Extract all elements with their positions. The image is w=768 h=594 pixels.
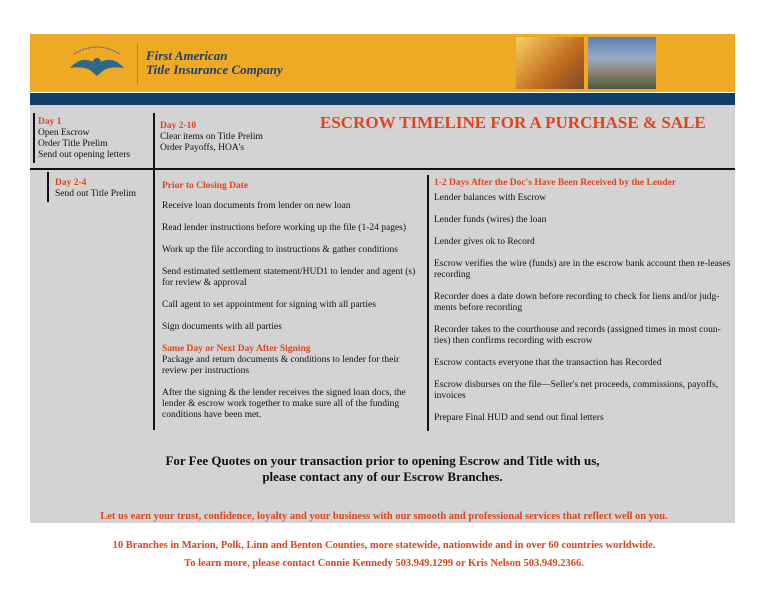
divider: [30, 168, 735, 170]
page-title: ESCROW TIMELINE FOR A PURCHASE & SALE: [320, 113, 706, 132]
cta-line1: For Fee Quotes on your transaction prior to opening Escrow and Title with us,: [165, 453, 600, 468]
divider: [153, 113, 155, 430]
cta-line2: please contact any of our Escrow Branches.: [262, 469, 503, 484]
header-banner: [30, 34, 735, 92]
same-day-label: Same Day or Next Day After Signing: [162, 344, 311, 354]
day1-item: Send out opening letters: [38, 150, 131, 160]
prior-item: Read lender instructions before working up the file (1-24 pages): [162, 223, 407, 233]
day2-10-item: Clear items on Title Prelim: [160, 132, 263, 142]
prior-item: Sign documents with all parties: [162, 322, 282, 332]
prior-item: Send estimated settlement statement/HUD1 to lender and agent (s) for review & approval: [162, 267, 416, 288]
day2-4-block: [55, 178, 136, 200]
prior-label: Prior to Closing Date: [162, 181, 249, 191]
day2-10-block: [160, 121, 263, 154]
after-item: Recorder takes to the courthouse and records (assigned times in most coun-ties) then confirms recording with escrow: [434, 325, 721, 346]
after-item: Prepare Final HUD and send out final letters: [434, 413, 604, 423]
navy-band: [30, 93, 735, 105]
same-day-item: After the signing & the lender receives the signed loan docs, the lender & escrow work together to make sure all of the funding conditions have been met.: [162, 388, 406, 420]
prior-item: Work up the file according to instructions & gather conditions: [162, 245, 398, 255]
prior-block: [162, 181, 417, 432]
after-item: Recorder does a date down before recording to check for liens and/or judg-ments before recording: [434, 292, 720, 313]
day1-label: Day 1: [38, 117, 62, 127]
divider: [427, 175, 429, 431]
after-item: Escrow verifies the wire (funds) are in the escrow bank account then re-leases recording: [434, 259, 731, 280]
day1-block: [38, 117, 130, 161]
after-block: [434, 178, 732, 435]
divider: [137, 44, 138, 84]
day2-4-item: Send out Title Prelim: [55, 189, 137, 199]
trust-statement: Let us earn your trust, confidence, loyalty and your business with our smooth and professional services that reflect well on you.: [100, 511, 668, 522]
prior-item: Call agent to set appointment for signing with all parties: [162, 300, 376, 310]
branches-statement: 10 Branches in Marion, Polk, Linn and Benton Counties, more statewide, nationwide and in over 60 countries worldwide.: [112, 540, 656, 551]
same-day-item: Package and return documents & conditions to lender for their review per instructions: [162, 355, 400, 376]
after-item: Lender balances with Escrow: [434, 193, 547, 203]
after-item: Lender funds (wires) the loan: [434, 215, 547, 225]
after-label: 1-2 Days After the Doc's Have Been Received by the Lender: [434, 178, 677, 188]
eagle-seal-logo: [62, 42, 132, 86]
day1-item: Order Title Prelim: [38, 139, 108, 149]
divider: [47, 172, 49, 202]
contact-statement: To learn more, please contact Connie Kennedy 503.949.1299 or Kris Nelson 503.949.2366.: [184, 558, 584, 569]
after-item: Lender gives ok to Record: [434, 237, 535, 247]
day2-10-item: Order Payoffs, HOA's: [160, 143, 245, 153]
after-item: Escrow disburses on the file—Seller's net proceeds, commissions, payoffs, invoices: [434, 380, 719, 401]
signing-photo: [516, 37, 584, 89]
company-name-line2: Title Insurance Company: [146, 62, 283, 77]
day2-4-label: Day 2-4: [55, 178, 87, 188]
after-item: Escrow contacts everyone that the transaction has Recorded: [434, 358, 662, 368]
day2-10-label: Day 2-10: [160, 121, 197, 131]
fee-quote-cta: [30, 453, 735, 485]
company-name-line1: First American: [146, 48, 228, 63]
prior-item: Receive loan documents from lender on new loan: [162, 201, 351, 211]
house-photo: [588, 37, 656, 89]
day1-item: Open Escrow: [38, 128, 90, 138]
divider: [33, 113, 35, 163]
